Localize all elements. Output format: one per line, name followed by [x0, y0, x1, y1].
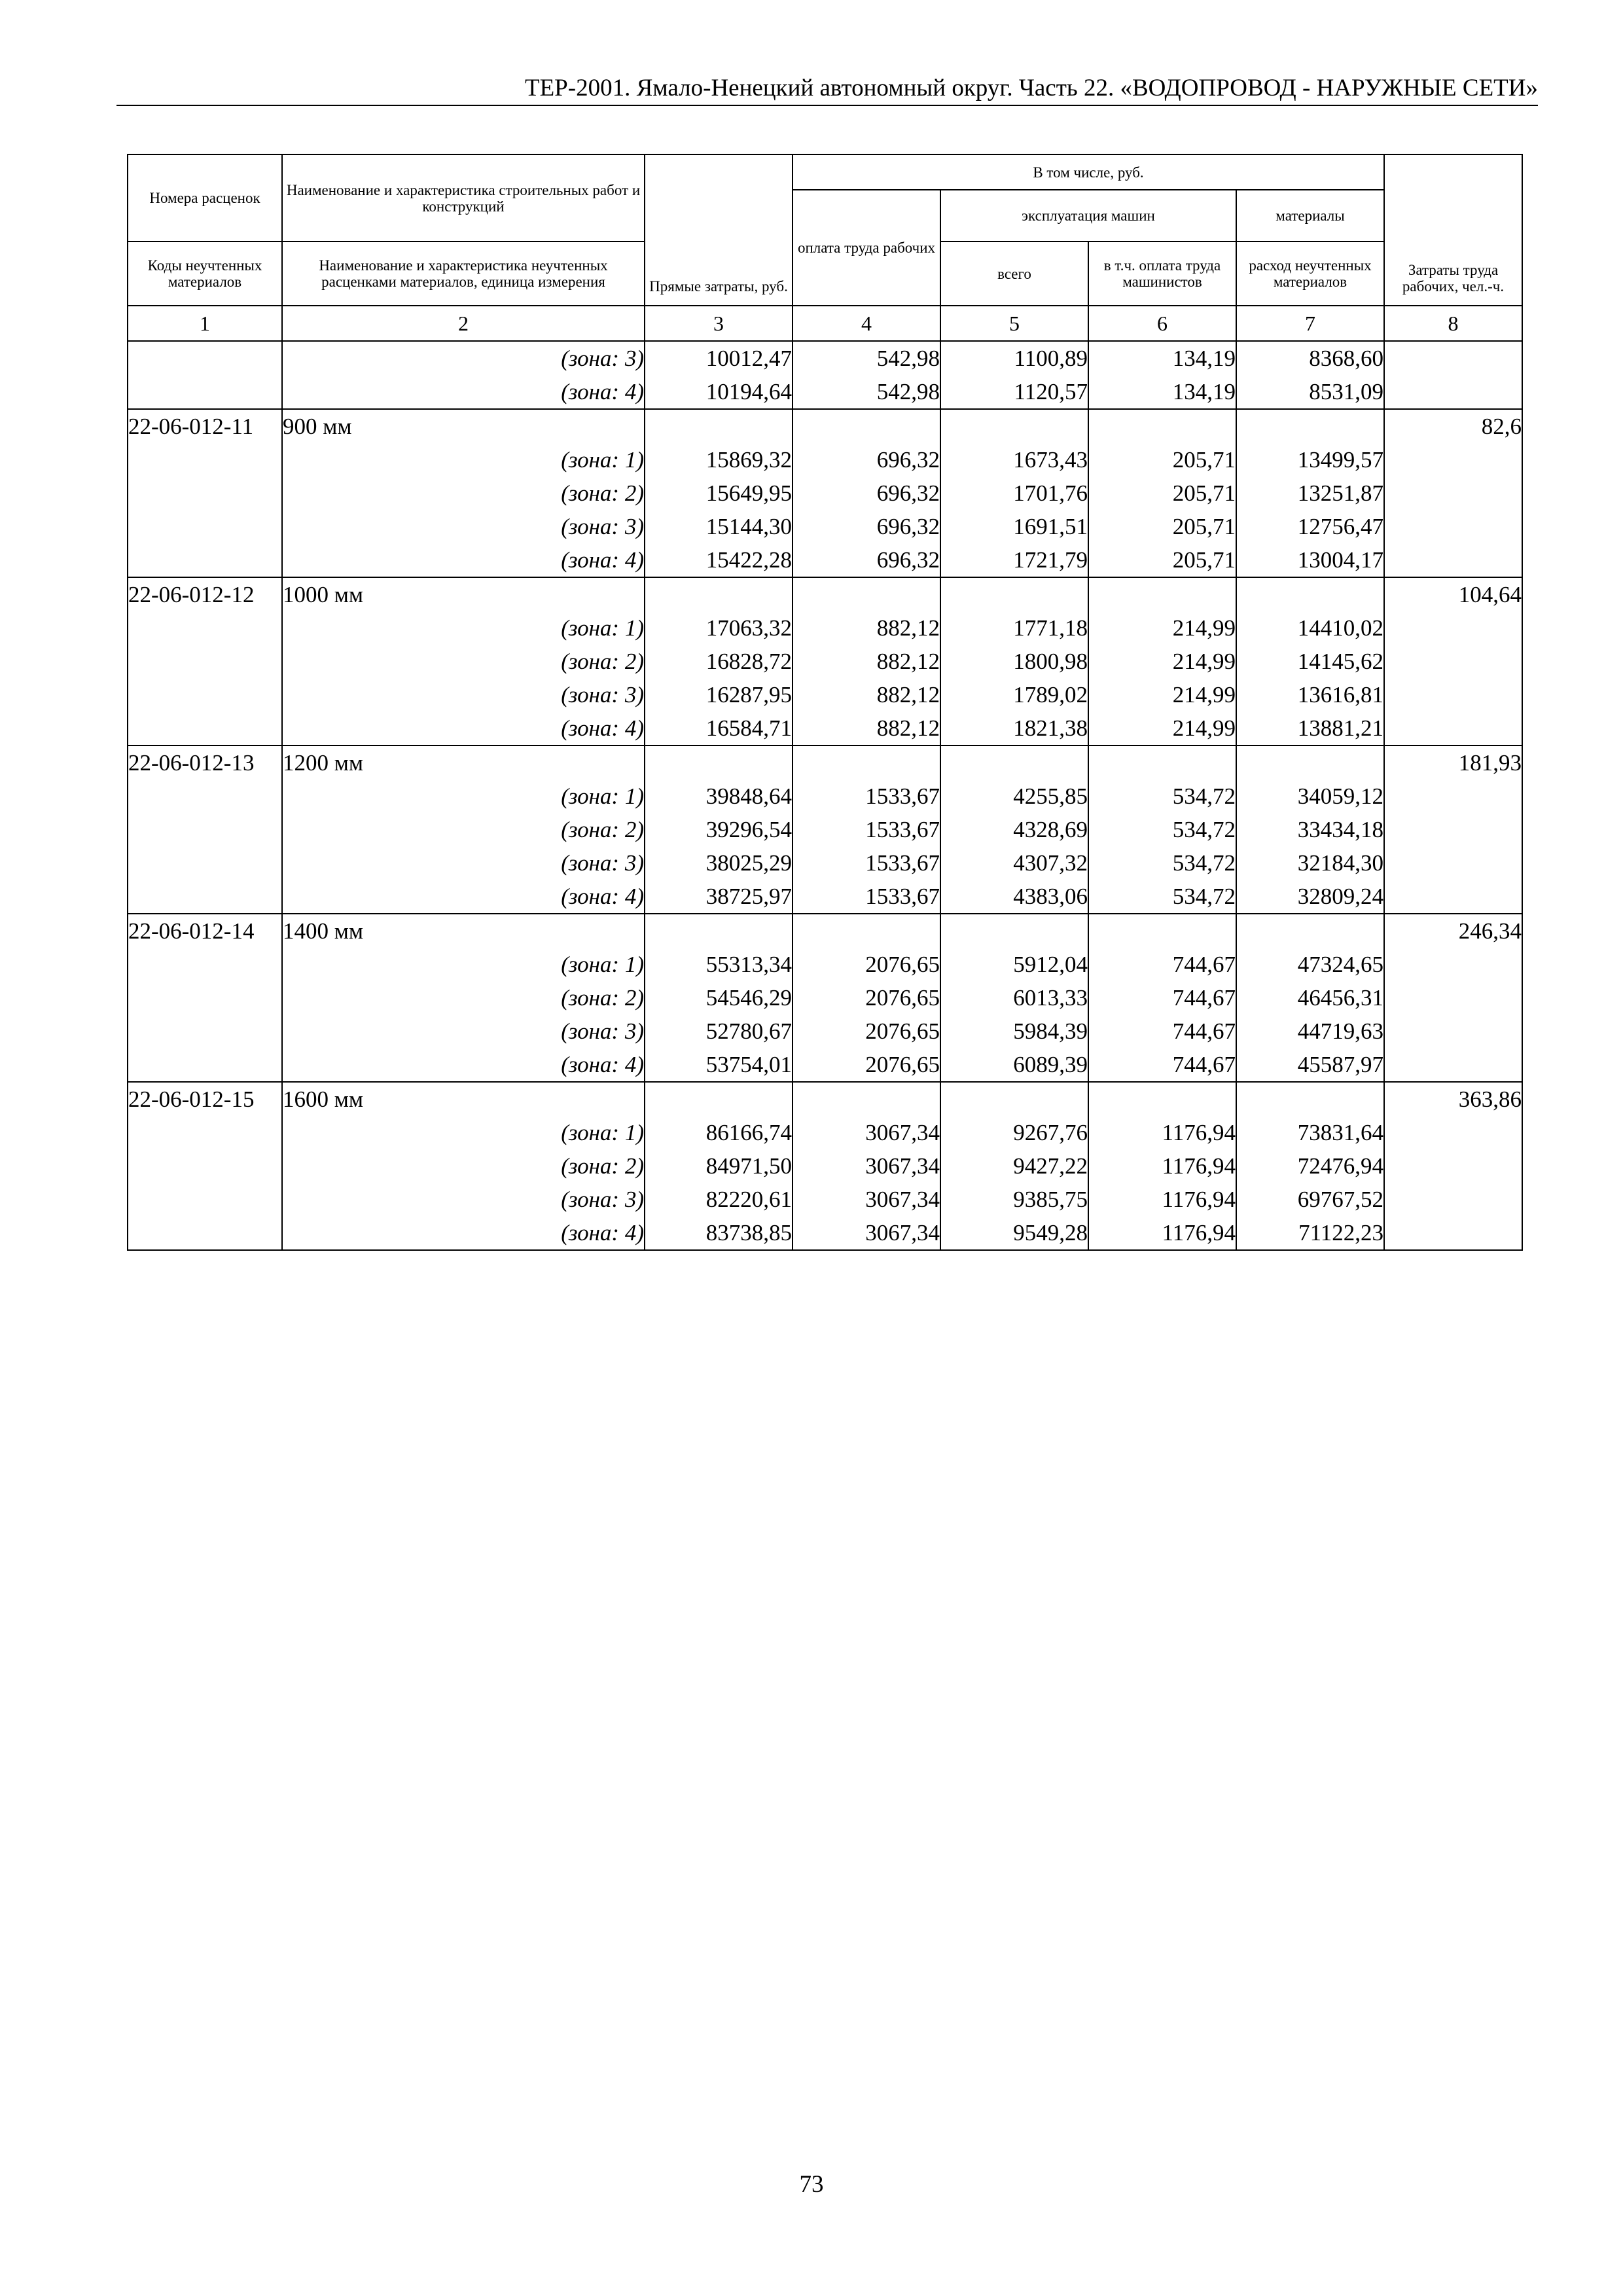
cell-zone: (зона: 1) [282, 948, 645, 981]
cell-labor-costs [1384, 611, 1522, 645]
cell-labor-costs [1384, 981, 1522, 1014]
head-operator-wages: в т.ч. оплата труда машинистов [1088, 242, 1236, 306]
table-row [128, 711, 1522, 745]
cell-worker-wages: 696,32 [793, 443, 940, 476]
cell-empty [793, 409, 940, 443]
cell-code [128, 981, 282, 1014]
cell-zone: (зона: 3) [282, 678, 645, 711]
cell-unaccounted-usage: 13881,21 [1236, 711, 1384, 745]
cell-machines-total: 6089,39 [940, 1048, 1088, 1082]
table-row [128, 880, 1522, 914]
cell-direct-costs: 16287,95 [645, 678, 793, 711]
table-row [128, 846, 1522, 880]
cell-operator-wages: 1176,94 [1088, 1149, 1236, 1183]
cell-labor-costs [1384, 813, 1522, 846]
cell-unaccounted-usage: 33434,18 [1236, 813, 1384, 846]
cell-empty [793, 914, 940, 948]
table-row [128, 981, 1522, 1014]
cell-zone: (зона: 3) [282, 510, 645, 543]
cell-machines-total: 1120,57 [940, 375, 1088, 409]
cell-machines-total: 1721,79 [940, 543, 1088, 577]
cell-direct-costs: 15649,95 [645, 476, 793, 510]
cell-empty [645, 577, 793, 611]
cell-worker-wages: 3067,34 [793, 1183, 940, 1216]
cell-labor-costs [1384, 711, 1522, 745]
cell-unaccounted-usage: 13004,17 [1236, 543, 1384, 577]
column-number: 1 [128, 306, 282, 341]
cell-zone: (зона: 4) [282, 1216, 645, 1250]
table-row [128, 341, 1522, 375]
cell-labor-costs [1384, 476, 1522, 510]
cell-zone: (зона: 4) [282, 1048, 645, 1082]
cell-empty [940, 409, 1088, 443]
table-row [128, 476, 1522, 510]
cell-empty [1088, 745, 1236, 780]
cell-empty [1236, 577, 1384, 611]
cell-empty [940, 577, 1088, 611]
head-direct-costs: Прямые затраты, руб. [645, 154, 793, 306]
table-row [128, 1149, 1522, 1183]
head-machine-operation: эксплуатация машин [940, 190, 1236, 242]
cell-direct-costs: 15869,32 [645, 443, 793, 476]
cell-code [128, 476, 282, 510]
cell-operator-wages: 744,67 [1088, 1014, 1236, 1048]
cell-zone: (зона: 1) [282, 1116, 645, 1149]
cell-worker-wages: 3067,34 [793, 1216, 940, 1250]
cell-labor-costs [1384, 645, 1522, 678]
cell-worker-wages: 696,32 [793, 476, 940, 510]
cell-unaccounted-usage: 32184,30 [1236, 846, 1384, 880]
cell-direct-costs: 83738,85 [645, 1216, 793, 1250]
cell-zone: (зона: 1) [282, 611, 645, 645]
page-header: ТЕР-2001. Ямало-Ненецкий автономный округ. Часть 22. «ВОДОПРОВОД - НАРУЖНЫЕ СЕТИ» [524, 75, 1538, 101]
cell-direct-costs: 82220,61 [645, 1183, 793, 1216]
cell-work-name: 1400 мм [282, 914, 645, 948]
cell-unaccounted-usage: 13616,81 [1236, 678, 1384, 711]
cell-unaccounted-usage: 72476,94 [1236, 1149, 1384, 1183]
cell-work-name: 1000 мм [282, 577, 645, 611]
cell-machines-total: 6013,33 [940, 981, 1088, 1014]
cell-labor-costs [1384, 880, 1522, 914]
cell-labor-costs [1384, 780, 1522, 813]
cell-unaccounted-usage: 47324,65 [1236, 948, 1384, 981]
cell-worker-wages: 3067,34 [793, 1149, 940, 1183]
cell-empty [645, 745, 793, 780]
cell-empty [793, 1082, 940, 1116]
cell-code [128, 1014, 282, 1048]
head-including: В том числе, руб. [793, 154, 1384, 190]
cell-zone: (зона: 3) [282, 1014, 645, 1048]
column-number: 5 [940, 306, 1088, 341]
cell-zone: (зона: 2) [282, 813, 645, 846]
cell-machines-total: 1789,02 [940, 678, 1088, 711]
cell-zone: (зона: 3) [282, 846, 645, 880]
cell-labor-costs [1384, 1048, 1522, 1082]
cell-operator-wages: 214,99 [1088, 611, 1236, 645]
table-body [128, 341, 1522, 1250]
cell-empty [1236, 745, 1384, 780]
cell-labor-costs [1384, 375, 1522, 409]
cell-labor-costs [1384, 678, 1522, 711]
cell-worker-wages: 696,32 [793, 510, 940, 543]
cell-direct-costs: 10012,47 [645, 341, 793, 375]
cell-empty [1236, 1082, 1384, 1116]
cell-operator-wages: 205,71 [1088, 510, 1236, 543]
cell-operator-wages: 534,72 [1088, 813, 1236, 846]
cell-machines-total: 4328,69 [940, 813, 1088, 846]
cell-code: 22-06-012-14 [128, 914, 282, 948]
cell-direct-costs: 17063,32 [645, 611, 793, 645]
cell-empty [1236, 409, 1384, 443]
cell-zone: (зона: 1) [282, 443, 645, 476]
cell-empty [940, 745, 1088, 780]
cell-direct-costs: 55313,34 [645, 948, 793, 981]
cell-code: 22-06-012-13 [128, 745, 282, 780]
cell-worker-wages: 1533,67 [793, 846, 940, 880]
table-row [128, 1014, 1522, 1048]
cell-worker-wages: 2076,65 [793, 1048, 940, 1082]
cell-empty [940, 914, 1088, 948]
cell-code [128, 880, 282, 914]
cell-direct-costs: 38725,97 [645, 880, 793, 914]
cell-direct-costs: 15144,30 [645, 510, 793, 543]
table-row [128, 443, 1522, 476]
cell-code [128, 1149, 282, 1183]
cell-operator-wages: 1176,94 [1088, 1216, 1236, 1250]
cell-direct-costs: 39296,54 [645, 813, 793, 846]
column-number: 8 [1384, 306, 1522, 341]
cell-code [128, 1216, 282, 1250]
table-row [128, 1216, 1522, 1250]
cell-worker-wages: 696,32 [793, 543, 940, 577]
cell-empty [1088, 577, 1236, 611]
cell-empty [793, 745, 940, 780]
cell-direct-costs: 38025,29 [645, 846, 793, 880]
cell-code [128, 443, 282, 476]
cell-code [128, 1183, 282, 1216]
head-unaccounted-names: Наименование и характеристика неучтенных расценками материалов, единица измерения [282, 242, 645, 306]
column-number: 3 [645, 306, 793, 341]
cell-machines-total: 1701,76 [940, 476, 1088, 510]
cell-unaccounted-usage: 71122,23 [1236, 1216, 1384, 1250]
cell-machines-total: 9267,76 [940, 1116, 1088, 1149]
cell-code [128, 813, 282, 846]
cell-labor-costs [1384, 1149, 1522, 1183]
cell-zone: (зона: 2) [282, 476, 645, 510]
table-row [128, 543, 1522, 577]
cell-machines-total: 5984,39 [940, 1014, 1088, 1048]
table-row [128, 1116, 1522, 1149]
cell-empty [1088, 1082, 1236, 1116]
cell-labor-costs [1384, 1116, 1522, 1149]
cell-unaccounted-usage: 46456,31 [1236, 981, 1384, 1014]
cell-code [128, 678, 282, 711]
cell-labor-costs: 363,86 [1384, 1082, 1522, 1116]
cell-code [128, 1048, 282, 1082]
cell-zone: (зона: 4) [282, 375, 645, 409]
cell-code [128, 611, 282, 645]
cell-empty [1088, 914, 1236, 948]
cell-worker-wages: 882,12 [793, 711, 940, 745]
cell-zone: (зона: 2) [282, 981, 645, 1014]
cell-labor-costs [1384, 1183, 1522, 1216]
cell-direct-costs: 16828,72 [645, 645, 793, 678]
cell-operator-wages: 534,72 [1088, 780, 1236, 813]
cell-machines-total: 1771,18 [940, 611, 1088, 645]
cell-unaccounted-usage: 44719,63 [1236, 1014, 1384, 1048]
cell-code [128, 341, 282, 375]
cell-unaccounted-usage: 13251,87 [1236, 476, 1384, 510]
cell-unaccounted-usage: 14145,62 [1236, 645, 1384, 678]
cell-zone: (зона: 2) [282, 645, 645, 678]
cell-direct-costs: 10194,64 [645, 375, 793, 409]
cell-code [128, 645, 282, 678]
cell-worker-wages: 2076,65 [793, 1014, 940, 1048]
cell-labor-costs: 82,6 [1384, 409, 1522, 443]
cell-labor-costs [1384, 543, 1522, 577]
cell-zone: (зона: 4) [282, 543, 645, 577]
cell-unaccounted-usage: 32809,24 [1236, 880, 1384, 914]
table-head [128, 154, 1522, 341]
cell-zone: (зона: 1) [282, 780, 645, 813]
cell-machines-total: 1691,51 [940, 510, 1088, 543]
cell-unaccounted-usage: 73831,64 [1236, 1116, 1384, 1149]
cell-operator-wages: 205,71 [1088, 476, 1236, 510]
group-header-row [128, 409, 1522, 443]
head-materials: материалы [1236, 190, 1384, 242]
column-number: 4 [793, 306, 940, 341]
cell-labor-costs [1384, 341, 1522, 375]
head-unaccounted-codes: Коды неучтенных материалов [128, 242, 282, 306]
cell-unaccounted-usage: 34059,12 [1236, 780, 1384, 813]
column-number: 6 [1088, 306, 1236, 341]
cell-labor-costs [1384, 948, 1522, 981]
cell-worker-wages: 542,98 [793, 341, 940, 375]
group-header-row [128, 745, 1522, 780]
cell-machines-total: 9427,22 [940, 1149, 1088, 1183]
cell-machines-total: 4383,06 [940, 880, 1088, 914]
table-row [128, 611, 1522, 645]
table-row [128, 780, 1522, 813]
cell-direct-costs: 39848,64 [645, 780, 793, 813]
head-worker-wages: оплата труда рабочих [793, 190, 940, 306]
cell-labor-costs [1384, 1014, 1522, 1048]
cell-zone: (зона: 3) [282, 341, 645, 375]
cell-machines-total: 1100,89 [940, 341, 1088, 375]
cell-operator-wages: 744,67 [1088, 981, 1236, 1014]
cell-code [128, 510, 282, 543]
cell-work-name: 900 мм [282, 409, 645, 443]
column-number: 7 [1236, 306, 1384, 341]
cell-zone: (зона: 2) [282, 1149, 645, 1183]
head-unaccounted-usage: расход неучтенных материалов [1236, 242, 1384, 306]
table-row [128, 1048, 1522, 1082]
cell-code: 22-06-012-11 [128, 409, 282, 443]
group-header-row [128, 577, 1522, 611]
column-numbers-row [128, 306, 1522, 341]
cell-machines-total: 1673,43 [940, 443, 1088, 476]
cell-empty [1236, 914, 1384, 948]
cell-unaccounted-usage: 14410,02 [1236, 611, 1384, 645]
cell-machines-total: 5912,04 [940, 948, 1088, 981]
cell-direct-costs: 53754,01 [645, 1048, 793, 1082]
cell-code [128, 948, 282, 981]
cell-work-name: 1200 мм [282, 745, 645, 780]
table-row [128, 510, 1522, 543]
cell-empty [793, 577, 940, 611]
column-number: 2 [282, 306, 645, 341]
cell-labor-costs [1384, 510, 1522, 543]
cell-unaccounted-usage: 12756,47 [1236, 510, 1384, 543]
cell-code [128, 375, 282, 409]
cell-code: 22-06-012-12 [128, 577, 282, 611]
cell-code [128, 1116, 282, 1149]
cell-operator-wages: 1176,94 [1088, 1183, 1236, 1216]
cell-code [128, 711, 282, 745]
head-price-numbers: Номера расценок [128, 154, 282, 242]
cell-worker-wages: 882,12 [793, 611, 940, 645]
cell-machines-total: 4307,32 [940, 846, 1088, 880]
cell-operator-wages: 134,19 [1088, 341, 1236, 375]
header-rule [116, 105, 1538, 106]
price-table [127, 154, 1523, 1251]
head-work-name: Наименование и характеристика строительных работ и конструкций [282, 154, 645, 242]
cell-worker-wages: 542,98 [793, 375, 940, 409]
table-row [128, 948, 1522, 981]
cell-code [128, 846, 282, 880]
head-machines-total: всего [940, 242, 1088, 306]
cell-labor-costs [1384, 1216, 1522, 1250]
cell-operator-wages: 1176,94 [1088, 1116, 1236, 1149]
cell-operator-wages: 534,72 [1088, 846, 1236, 880]
cell-code [128, 780, 282, 813]
cell-operator-wages: 134,19 [1088, 375, 1236, 409]
cell-labor-costs [1384, 443, 1522, 476]
cell-direct-costs: 16584,71 [645, 711, 793, 745]
cell-worker-wages: 3067,34 [793, 1116, 940, 1149]
cell-operator-wages: 214,99 [1088, 711, 1236, 745]
cell-zone: (зона: 4) [282, 880, 645, 914]
cell-machines-total: 1800,98 [940, 645, 1088, 678]
cell-empty [645, 914, 793, 948]
cell-code [128, 543, 282, 577]
cell-worker-wages: 1533,67 [793, 813, 940, 846]
page-number: 73 [799, 2171, 824, 2198]
table-row [128, 645, 1522, 678]
cell-labor-costs: 104,64 [1384, 577, 1522, 611]
table-row [128, 375, 1522, 409]
cell-unaccounted-usage: 69767,52 [1236, 1183, 1384, 1216]
cell-empty [645, 409, 793, 443]
cell-labor-costs: 181,93 [1384, 745, 1522, 780]
cell-direct-costs: 84971,50 [645, 1149, 793, 1183]
table-row [128, 813, 1522, 846]
cell-operator-wages: 744,67 [1088, 1048, 1236, 1082]
cell-empty [1088, 409, 1236, 443]
cell-empty [940, 1082, 1088, 1116]
cell-direct-costs: 86166,74 [645, 1116, 793, 1149]
cell-empty [645, 1082, 793, 1116]
cell-labor-costs [1384, 846, 1522, 880]
cell-direct-costs: 54546,29 [645, 981, 793, 1014]
cell-unaccounted-usage: 45587,97 [1236, 1048, 1384, 1082]
cell-operator-wages: 205,71 [1088, 543, 1236, 577]
cell-worker-wages: 2076,65 [793, 981, 940, 1014]
cell-unaccounted-usage: 8368,60 [1236, 341, 1384, 375]
cell-direct-costs: 52780,67 [645, 1014, 793, 1048]
cell-unaccounted-usage: 8531,09 [1236, 375, 1384, 409]
cell-worker-wages: 882,12 [793, 645, 940, 678]
table-row [128, 678, 1522, 711]
cell-operator-wages: 534,72 [1088, 880, 1236, 914]
cell-zone: (зона: 4) [282, 711, 645, 745]
cell-operator-wages: 214,99 [1088, 645, 1236, 678]
cell-worker-wages: 882,12 [793, 678, 940, 711]
head-labor-costs: Затраты труда рабочих, чел.-ч. [1384, 154, 1522, 306]
group-header-row [128, 1082, 1522, 1116]
cell-labor-costs: 246,34 [1384, 914, 1522, 948]
cell-operator-wages: 744,67 [1088, 948, 1236, 981]
cell-worker-wages: 1533,67 [793, 780, 940, 813]
cell-operator-wages: 214,99 [1088, 678, 1236, 711]
cell-work-name: 1600 мм [282, 1082, 645, 1116]
group-header-row [128, 914, 1522, 948]
table-row [128, 1183, 1522, 1216]
cell-zone: (зона: 3) [282, 1183, 645, 1216]
cell-worker-wages: 1533,67 [793, 880, 940, 914]
cell-worker-wages: 2076,65 [793, 948, 940, 981]
cell-machines-total: 9385,75 [940, 1183, 1088, 1216]
cell-unaccounted-usage: 13499,57 [1236, 443, 1384, 476]
cell-code: 22-06-012-15 [128, 1082, 282, 1116]
cell-machines-total: 4255,85 [940, 780, 1088, 813]
cell-operator-wages: 205,71 [1088, 443, 1236, 476]
cell-machines-total: 9549,28 [940, 1216, 1088, 1250]
cell-direct-costs: 15422,28 [645, 543, 793, 577]
cell-machines-total: 1821,38 [940, 711, 1088, 745]
